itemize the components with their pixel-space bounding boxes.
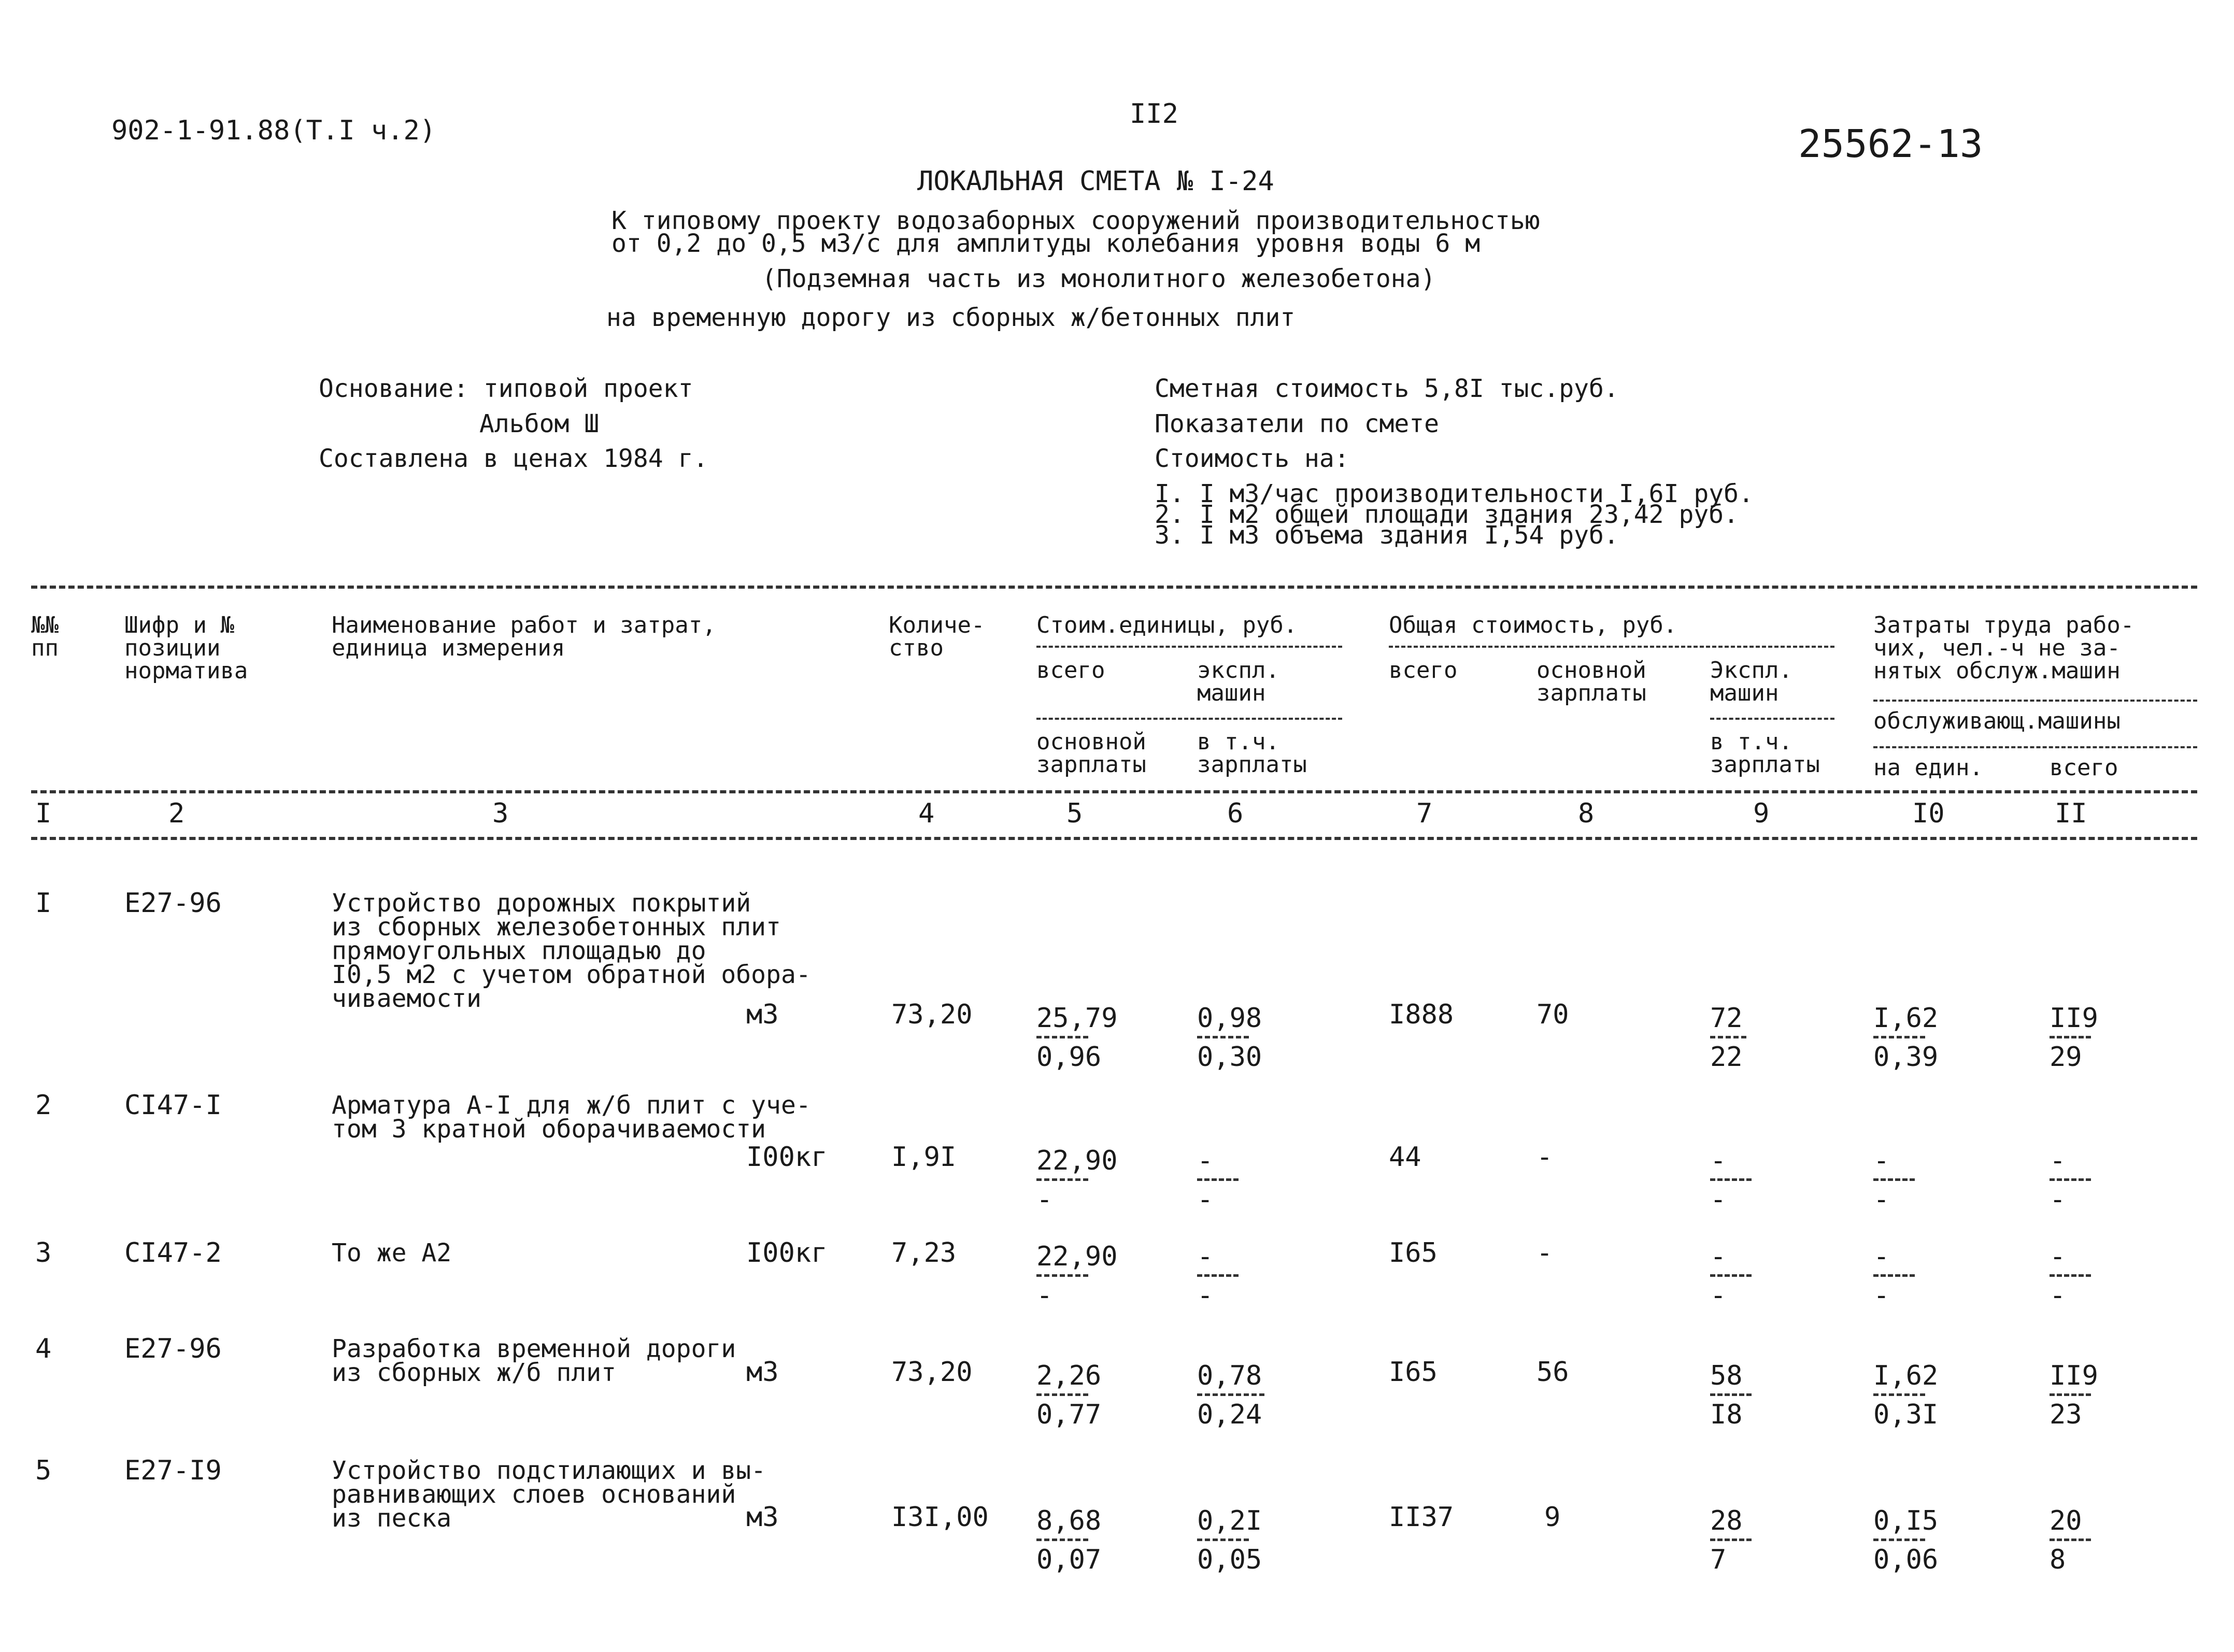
unit-machine-wage: 0,05 xyxy=(1197,1544,1262,1575)
col-header-labor-serving: обслуживающ.машины xyxy=(1873,708,2121,734)
row-unit: м3 xyxy=(746,1357,779,1388)
page-number: II2 xyxy=(1130,98,1178,130)
total-machine-fraction xyxy=(1710,1145,1752,1215)
unit-total: 25,79 xyxy=(1036,1003,1118,1034)
unit-wage: 0,96 xyxy=(1036,1042,1102,1073)
row-unit: I00кг xyxy=(746,1237,828,1269)
document-code: 902-1-91.88(Т.I ч.2) xyxy=(111,115,436,146)
fraction-bar xyxy=(1197,1393,1264,1396)
row-name: Устройство подстилающих и вы- равнивающих слоев оснований из песка xyxy=(332,1456,766,1533)
fraction-bar xyxy=(1873,1178,1915,1181)
col-header-labor: Затраты труда рабо- чих, чел.-ч не за- нятых обслуж.машин xyxy=(1873,612,2135,684)
fraction-bar xyxy=(1873,1036,1925,1038)
total-machine-fraction xyxy=(1710,1360,1752,1430)
labor-total-fraction xyxy=(2050,1003,2098,1073)
labor-unit-serving: 0,06 xyxy=(1873,1544,1939,1575)
labor-total-fraction xyxy=(2050,1505,2091,1575)
row-quantity: I3I,00 xyxy=(891,1502,989,1533)
row-number: 2 xyxy=(35,1090,52,1121)
labor-total-fraction xyxy=(2050,1145,2091,1215)
fraction-bar xyxy=(1036,1274,1088,1277)
col-number-5: 5 xyxy=(1066,798,1083,829)
col-header-total-all: всего xyxy=(1389,657,1458,683)
col-number-2: 2 xyxy=(168,798,185,829)
unit-wage: - xyxy=(1036,1184,1053,1215)
unit-machine-fraction xyxy=(1197,1145,1239,1215)
fraction-bar xyxy=(1873,1274,1915,1277)
col-number-11: II xyxy=(2055,798,2087,829)
total-wage: 70 xyxy=(1536,999,1569,1030)
fraction-bar xyxy=(1873,1393,1925,1396)
col-number-10: I0 xyxy=(1912,798,1945,829)
unit-machines: 0,2I xyxy=(1197,1505,1262,1536)
row-name: Разработка временной дороги из сборных ж/б плит xyxy=(332,1334,736,1387)
unit-cost-fraction xyxy=(1036,1145,1118,1215)
subtitle-line-1: К типовому проекту водозаборных сооружений производительностью xyxy=(611,206,1540,235)
row-code: СI47-2 xyxy=(124,1237,222,1269)
unit-total: 8,68 xyxy=(1036,1505,1102,1536)
row-unit: I00кг xyxy=(746,1142,828,1173)
total-wage: 9 xyxy=(1544,1502,1561,1533)
total-machines: 72 xyxy=(1710,1003,1743,1034)
labor-unit-serving: 0,39 xyxy=(1873,1042,1939,1073)
labor-unit-fraction xyxy=(1873,1505,1938,1575)
labor-total: II9 xyxy=(2050,1003,2098,1034)
row-code: Е27-96 xyxy=(124,888,222,919)
col-number-4: 4 xyxy=(918,798,935,829)
row-number: I xyxy=(35,888,52,919)
row-quantity: I,9I xyxy=(891,1142,957,1173)
labor-divider-2 xyxy=(1873,746,2197,748)
fraction-bar xyxy=(1710,1274,1752,1277)
total-wage: - xyxy=(1536,1237,1553,1269)
row-number: 5 xyxy=(35,1455,52,1486)
col-header-name: Наименование работ и затрат, единица измерения xyxy=(332,612,716,661)
total-machine-wage: - xyxy=(1710,1280,1727,1311)
total-machine-wage: 7 xyxy=(1710,1544,1727,1575)
labor-total-fraction xyxy=(2050,1360,2098,1430)
unit-machine-wage: 0,30 xyxy=(1197,1042,1262,1073)
unit-machines: 0,78 xyxy=(1197,1360,1262,1391)
unit-machines: - xyxy=(1197,1241,1214,1272)
subtitle-line-2: от 0,2 до 0,5 м3/с для амплитуды колебания уровня воды 6 м xyxy=(611,229,1481,258)
unit-machine-wage: 0,24 xyxy=(1197,1399,1262,1430)
total-machine-fraction xyxy=(1710,1241,1752,1311)
basis-line-2: Альбом Ш xyxy=(479,409,600,438)
labor-total: - xyxy=(2050,1145,2066,1176)
unit-cost-fraction xyxy=(1036,1003,1118,1073)
row-number: 4 xyxy=(35,1333,52,1364)
unit-machine-fraction xyxy=(1197,1360,1264,1430)
total-machine-fraction xyxy=(1710,1003,1746,1073)
col-header-unit-total: всего xyxy=(1036,657,1105,683)
col-header-unit-cost: Стоим.единицы, руб. xyxy=(1036,612,1298,638)
col-number-7: 7 xyxy=(1416,798,1433,829)
col-number-6: 6 xyxy=(1227,798,1244,829)
col-header-total-machines: Экспл. машин xyxy=(1710,657,1792,706)
total-all: I65 xyxy=(1389,1357,1438,1388)
labor-unit: - xyxy=(1873,1241,1890,1272)
labor-total-serving: 8 xyxy=(2050,1544,2066,1575)
fraction-bar xyxy=(1710,1539,1752,1541)
col-header-total-cost: Общая стоимость, руб. xyxy=(1389,612,1677,638)
unit-cost-divider xyxy=(1036,646,1342,648)
unit-machine-fraction xyxy=(1197,1505,1262,1575)
total-all: II37 xyxy=(1389,1502,1454,1533)
row-number: 3 xyxy=(35,1237,52,1269)
row-unit: м3 xyxy=(746,1502,779,1533)
total-machine-wage: - xyxy=(1710,1184,1727,1215)
unit-machine-fraction xyxy=(1197,1003,1262,1073)
row-unit: м3 xyxy=(746,999,779,1030)
labor-unit-fraction xyxy=(1873,1003,1938,1073)
fraction-bar xyxy=(1710,1178,1752,1181)
estimate-cost-per: Стоимость на: xyxy=(1155,444,1349,473)
fraction-bar xyxy=(1197,1539,1249,1541)
fraction-bar xyxy=(1197,1274,1239,1277)
labor-unit-fraction xyxy=(1873,1145,1915,1215)
unit-machines: 0,98 xyxy=(1197,1003,1262,1034)
labor-total-serving: - xyxy=(2050,1280,2066,1311)
labor-unit-serving: - xyxy=(1873,1184,1890,1215)
labor-total: II9 xyxy=(2050,1360,2098,1391)
total-mach-divider xyxy=(1710,718,1834,720)
row-name: Арматура А-I для ж/б плит с уче- том 3 кратной оборачиваемости xyxy=(332,1091,811,1144)
col-number-9: 9 xyxy=(1753,798,1770,829)
labor-unit-fraction xyxy=(1873,1360,1938,1430)
labor-unit: 0,I5 xyxy=(1873,1505,1939,1536)
fraction-bar xyxy=(1873,1539,1925,1541)
labor-unit-fraction xyxy=(1873,1241,1915,1311)
unit-machines: - xyxy=(1197,1145,1214,1176)
total-all: I65 xyxy=(1389,1237,1438,1269)
header-bottom-rule xyxy=(31,790,2197,793)
fraction-bar xyxy=(2050,1274,2091,1277)
col-header-labor-total: всего xyxy=(2050,754,2118,781)
fraction-bar xyxy=(2050,1539,2091,1541)
col-header-unit-machine-wage: в т.ч. зарплаты xyxy=(1197,729,1307,778)
unit-total: 2,26 xyxy=(1036,1360,1102,1391)
total-all: I888 xyxy=(1389,999,1454,1030)
col-header-number: №№ пп xyxy=(31,612,59,661)
fraction-bar xyxy=(2050,1178,2091,1181)
total-wage: - xyxy=(1536,1142,1553,1173)
unit-total: 22,90 xyxy=(1036,1145,1118,1176)
row-name: То же А2 xyxy=(332,1238,452,1268)
table-top-rule xyxy=(31,586,2197,589)
estimate-cost: Сметная стоимость 5,8I тыс.руб. xyxy=(1155,374,1619,403)
labor-total: 20 xyxy=(2050,1505,2082,1536)
fraction-bar xyxy=(1197,1036,1249,1038)
total-wage: 56 xyxy=(1536,1357,1569,1388)
col-number-1: I xyxy=(35,798,52,829)
subtitle-line-3: (Подземная часть из монолитного железобетона) xyxy=(762,264,1436,293)
labor-unit: I,62 xyxy=(1873,1003,1939,1034)
labor-total-serving: 29 xyxy=(2050,1042,2082,1073)
basis-line-3: Составлена в ценах 1984 г. xyxy=(319,444,708,473)
fraction-bar xyxy=(1197,1178,1239,1181)
numbers-bottom-rule xyxy=(31,837,2197,840)
labor-total-serving: 23 xyxy=(2050,1399,2082,1430)
total-machine-wage: 22 xyxy=(1710,1042,1743,1073)
total-machines: - xyxy=(1710,1241,1727,1272)
unit-machine-wage: - xyxy=(1197,1184,1214,1215)
unit-wage: 0,77 xyxy=(1036,1399,1102,1430)
total-cost-divider xyxy=(1389,646,1834,648)
col-header-code: Шифр и № позиции норматива xyxy=(124,612,248,684)
col-header-total-machine-wage: в т.ч. зарплаты xyxy=(1710,729,1820,778)
subtitle-line-4: на временную дорогу из сборных ж/бетонных плит xyxy=(606,303,1296,332)
labor-divider xyxy=(1873,700,2197,702)
col-number-8: 8 xyxy=(1578,798,1595,829)
unit-total: 22,90 xyxy=(1036,1241,1118,1272)
fraction-bar xyxy=(2050,1393,2091,1396)
total-machine-wage: I8 xyxy=(1710,1399,1743,1430)
total-machines: 28 xyxy=(1710,1505,1743,1536)
row-code: СI47-I xyxy=(124,1090,222,1121)
page-title: ЛОКАЛЬНАЯ СМЕТА № I-24 xyxy=(917,166,1274,197)
fraction-bar xyxy=(1036,1178,1088,1181)
fraction-bar xyxy=(2050,1036,2091,1038)
labor-total-fraction xyxy=(2050,1241,2091,1311)
unit-wage: 0,07 xyxy=(1036,1544,1102,1575)
total-machines: 58 xyxy=(1710,1360,1743,1391)
labor-unit-serving: 0,3I xyxy=(1873,1399,1939,1430)
fraction-bar xyxy=(1710,1036,1746,1038)
fraction-bar xyxy=(1036,1539,1088,1541)
stamp-number: 25562-13 xyxy=(1798,122,1983,166)
unit-machine-fraction xyxy=(1197,1241,1239,1311)
unit-cost-fraction xyxy=(1036,1360,1101,1430)
total-machine-fraction xyxy=(1710,1505,1752,1575)
col-number-3: 3 xyxy=(492,798,509,829)
labor-total-serving: - xyxy=(2050,1184,2066,1215)
col-header-total-wage: основной зарплаты xyxy=(1536,657,1646,706)
row-code: Е27-96 xyxy=(124,1333,222,1364)
unit-wage: - xyxy=(1036,1280,1053,1311)
labor-unit: I,62 xyxy=(1873,1360,1939,1391)
labor-unit: - xyxy=(1873,1145,1890,1176)
col-header-unit-machines: экспл. машин xyxy=(1197,657,1279,706)
row-quantity: 7,23 xyxy=(891,1237,957,1269)
fraction-bar xyxy=(1710,1393,1752,1396)
unit-cost-fraction xyxy=(1036,1241,1118,1311)
estimate-item-2: 2. I м2 общей площади здания 23,42 руб. xyxy=(1155,500,1739,529)
row-quantity: 73,20 xyxy=(891,1357,973,1388)
col-header-unit-wage: основной зарплаты xyxy=(1036,729,1146,778)
total-machines: - xyxy=(1710,1145,1727,1176)
unit-machine-wage: - xyxy=(1197,1280,1214,1311)
basis-line-1: Основание: типовой проект xyxy=(319,374,693,403)
labor-total: - xyxy=(2050,1241,2066,1272)
row-quantity: 73,20 xyxy=(891,999,973,1030)
estimate-indicators: Показатели по смете xyxy=(1155,409,1440,438)
col-header-quantity: Количе- ство xyxy=(889,612,985,661)
labor-unit-serving: - xyxy=(1873,1280,1890,1311)
total-all: 44 xyxy=(1389,1142,1421,1173)
fraction-bar xyxy=(1036,1393,1088,1396)
estimate-item-3: 3. I м3 объема здания I,54 руб. xyxy=(1155,521,1619,550)
unit-cost-divider-2 xyxy=(1036,718,1342,720)
fraction-bar xyxy=(1036,1036,1088,1038)
row-name: Устройство дорожных покрытий из сборных железобетонных плит прямоугольных площадью до I0,5 м2 с учетом обратной обора- чиваемости xyxy=(332,889,811,1013)
estimate-item-1: I. I м3/час производительности I,6I руб. xyxy=(1155,479,1754,508)
row-code: Е27-I9 xyxy=(124,1455,222,1486)
unit-cost-fraction xyxy=(1036,1505,1101,1575)
col-header-labor-unit: на един. xyxy=(1873,754,1983,781)
